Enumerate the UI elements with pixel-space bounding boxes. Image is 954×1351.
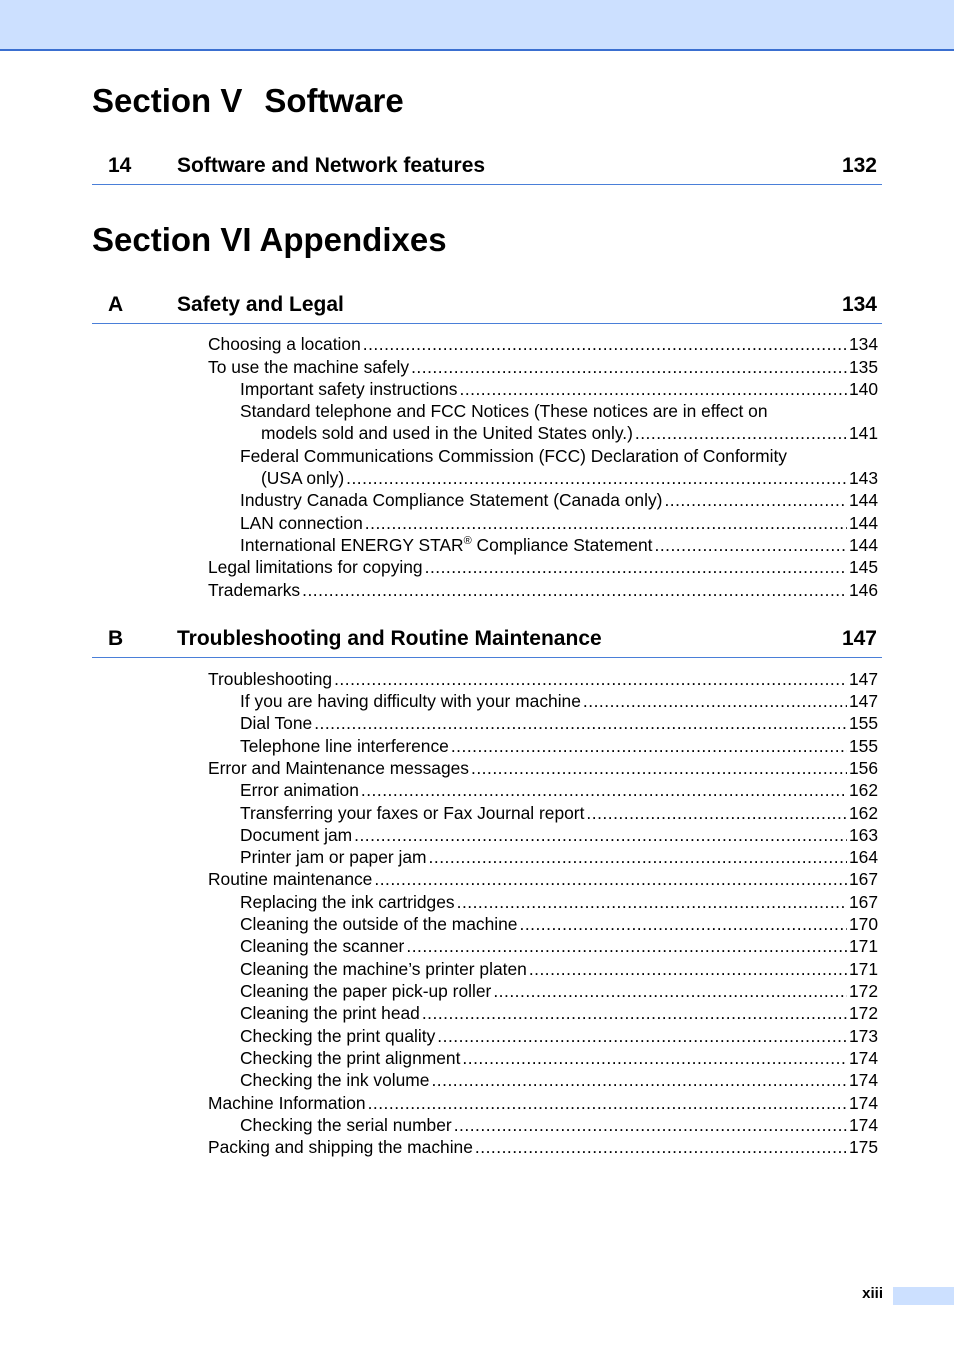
toc-entry[interactable]: Checking the print alignment ..... 174 [240,1048,878,1070]
section-vi-heading [92,221,447,259]
chapter-title: Software and Network features [177,154,486,177]
footer-tab [893,1287,954,1305]
toc-entry[interactable]: Cleaning the machine’s printer platen ..... 171 [240,959,878,981]
toc-entry[interactable]: Checking the serial number ..... 174 [240,1115,878,1137]
toc-entry[interactable]: Legal limitations for copying ..... 145 [208,557,878,579]
toc-chapter-a[interactable] [92,289,882,324]
toc-entry[interactable]: International ENERGY STAR® Compliance Statement ..... 144 [240,535,878,557]
header-band [0,0,954,51]
toc-entry[interactable]: Industry Canada Compliance Statement (Canada only) ..... 144 [240,490,878,512]
chapter-page: 134 [841,293,877,316]
toc-entry[interactable]: Dial Tone ..... 155 [240,713,878,735]
toc-entry[interactable]: Packing and shipping the machine ..... 175 [208,1137,878,1159]
toc-entry[interactable]: Document jam ..... 163 [240,825,878,847]
toc-entry[interactable]: To use the machine safely ..... 135 [208,357,878,379]
toc-entry[interactable]: Trademarks ..... 146 [208,580,878,602]
toc-entry[interactable]: Cleaning the scanner ..... 171 [240,936,878,958]
toc-entry[interactable]: (USA only) ..... 143 [261,468,878,490]
toc-entry-line[interactable]: Federal Communications Commission (FCC) Declaration of Conformity [240,446,787,466]
chapter-page: 147 [841,627,877,650]
toc-entry[interactable]: Printer jam or paper jam ..... 164 [240,847,878,869]
chapter-title: Troubleshooting and Routine Maintenance [177,627,602,650]
toc-entry[interactable]: LAN connection ..... 144 [240,513,878,535]
registered-mark: ® [463,535,472,547]
toc-entry[interactable]: If you are having difficulty with your machine ..... 147 [240,691,878,713]
chapter-letter: B [108,627,124,650]
section-vi-title: Appendixes [259,221,447,258]
toc-chapter-14[interactable] [92,150,882,185]
toc-entry[interactable]: Checking the ink volume ..... 174 [240,1070,878,1092]
chapter-title: Safety and Legal [177,293,344,316]
section-v-label: Section V [92,82,243,119]
toc-chapter-b[interactable] [92,623,882,658]
toc-entry[interactable]: Checking the print quality ..... 173 [240,1026,878,1048]
toc-entry[interactable]: Machine Information ..... 174 [208,1093,878,1115]
toc-entry-line[interactable]: Standard telephone and FCC Notices (These notices are in effect on [240,401,768,421]
section-v-title: Software [264,82,404,119]
toc-entry[interactable]: Routine maintenance ..... 167 [208,869,878,891]
toc-entry[interactable]: Choosing a location ..... 134 [208,334,878,356]
section-v-heading [92,82,404,120]
chapter-number: 14 [108,154,132,177]
toc-entry[interactable]: Cleaning the paper pick-up roller ..... 172 [240,981,878,1003]
toc-entry[interactable]: Troubleshooting ..... 147 [208,669,878,691]
toc-entry[interactable]: Error animation ..... 162 [240,780,878,802]
toc-entry[interactable]: Cleaning the outside of the machine ..... 170 [240,914,878,936]
toc-entry[interactable]: Transferring your faxes or Fax Journal report ..... 162 [240,803,878,825]
page-number: xiii [862,1285,883,1302]
chapter-letter: A [108,293,124,316]
section-vi-label: Section VI [92,221,252,258]
toc-entry[interactable]: models sold and used in the United States only.) ..... 141 [261,423,878,445]
toc-entry[interactable]: Telephone line interference ..... 155 [240,736,878,758]
toc-entry[interactable]: Error and Maintenance messages ..... 156 [208,758,878,780]
toc-entry[interactable]: Important safety instructions ..... 140 [240,379,878,401]
chapter-page: 132 [841,154,877,177]
toc-entry[interactable]: Replacing the ink cartridges ..... 167 [240,892,878,914]
toc-entry[interactable]: Cleaning the print head ..... 172 [240,1003,878,1025]
